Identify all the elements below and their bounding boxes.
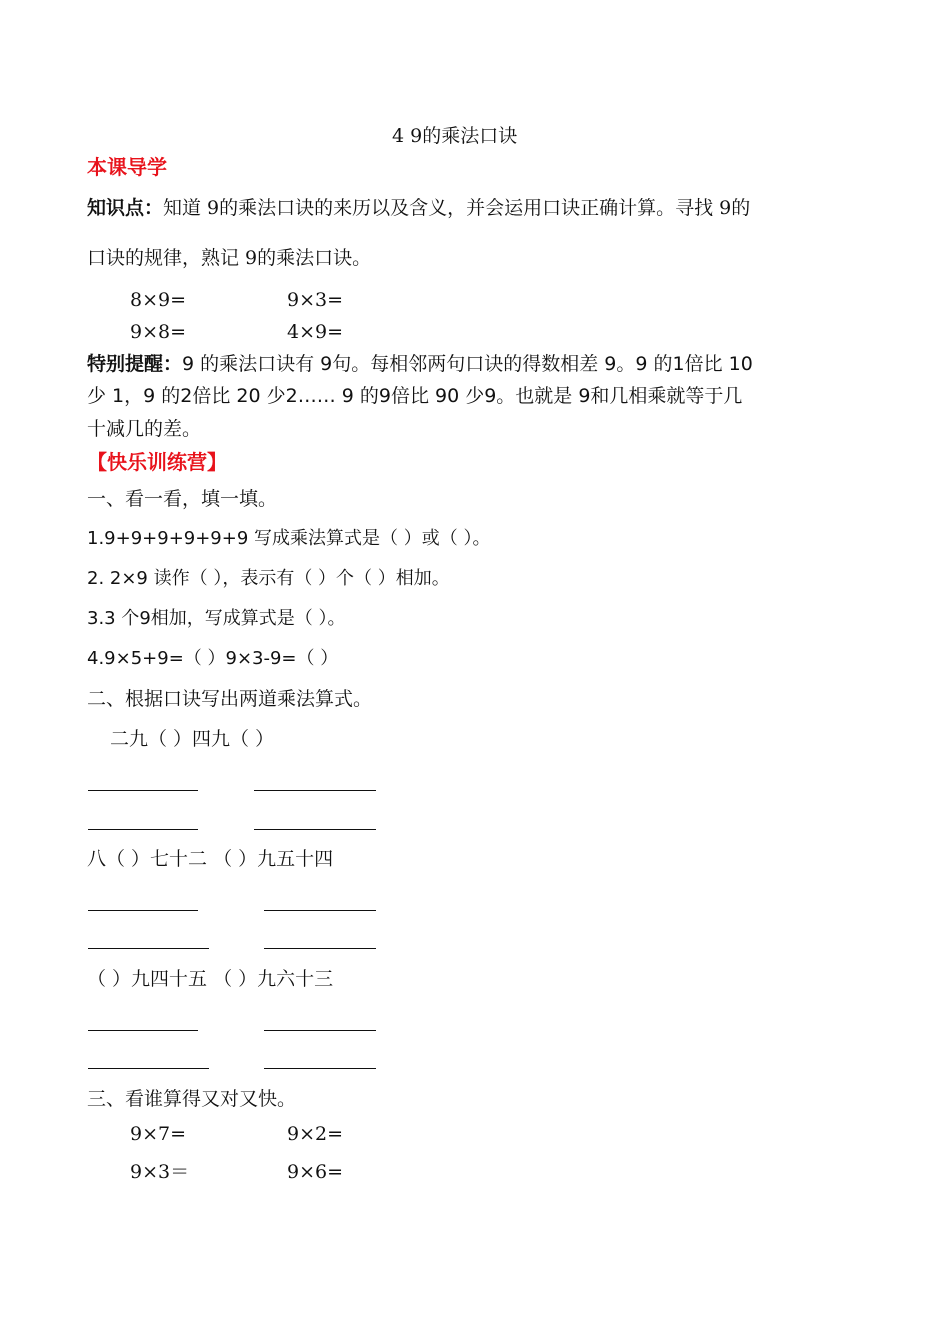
- part1-question-2: 2. 2×9 读作（ ），表示有（ ）个（ ）相加。: [87, 568, 450, 589]
- page-title: 4 9的乘法口诀: [392, 125, 518, 147]
- part2-row-1: 二九（ ）四九（ ）: [110, 728, 275, 750]
- part3-item-2: 9×2=: [287, 1123, 344, 1145]
- example-2: 9×3=: [287, 289, 344, 311]
- example-4: 4×9=: [287, 321, 344, 343]
- reminder-line-2: 少 1，9 的2倍比 20 少2…… 9 的9倍比 90 少9。也就是 9和几相乘就等于几: [87, 385, 743, 407]
- part3-item-1: 9×7=: [130, 1123, 187, 1145]
- section-guide-heading: 本课导学: [87, 155, 167, 179]
- section-training-heading: 【快乐训练营】: [87, 450, 227, 474]
- answer-line[interactable]: [264, 1068, 376, 1069]
- part1-question-4: 4.9×5+9=（ ）9×3-9=（ ）: [87, 648, 339, 669]
- reminder-line-3: 十减几的差。: [87, 418, 202, 440]
- part2-heading: 二、根据口诀写出两道乘法算式。: [87, 688, 373, 710]
- part2-row-2: 八（ ）七十二 （ ）九五十四: [87, 848, 334, 870]
- reminder-text-1: 9 的乘法口诀有 9句。每相邻两句口诀的得数相差 9。9 的1倍比 10: [182, 353, 753, 375]
- answer-line[interactable]: [88, 948, 209, 949]
- reminder-line-1: [87, 355, 753, 374]
- reminder-label: 特别提醒：: [87, 353, 183, 375]
- answer-line[interactable]: [88, 790, 198, 791]
- knowledge-label: 知识点：: [87, 197, 164, 219]
- knowledge-line-2: 口诀的规律，熟记 9的乘法口诀。: [87, 247, 372, 269]
- part3-item-4: 9×6=: [287, 1161, 344, 1183]
- answer-line[interactable]: [264, 948, 376, 949]
- answer-line[interactable]: [88, 1030, 198, 1031]
- example-3: 9×8=: [130, 321, 187, 343]
- answer-line[interactable]: [254, 829, 376, 830]
- part3-heading: 三、看谁算得又对又快。: [87, 1088, 297, 1110]
- part1-question-3: 3.3 个9相加，写成算式是（ ）。: [87, 608, 346, 629]
- answer-line[interactable]: [254, 790, 376, 791]
- answer-line[interactable]: [264, 1030, 376, 1031]
- answer-line[interactable]: [88, 829, 198, 830]
- knowledge-line-1: [87, 199, 750, 218]
- part1-heading: 一、看一看，填一填。: [87, 488, 278, 510]
- answer-line[interactable]: [88, 1068, 209, 1069]
- knowledge-text-1: 知道 9的乘法口诀的来历以及含义，并会运用口诀正确计算。寻找 9的: [163, 197, 751, 219]
- example-1: 8×9=: [130, 289, 187, 311]
- answer-line[interactable]: [88, 910, 198, 911]
- part3-item-3: 9×3＝: [130, 1161, 190, 1183]
- part1-question-1: 1.9+9+9+9+9+9 写成乘法算式是（ ）或（ ）。: [87, 528, 491, 549]
- answer-line[interactable]: [264, 910, 376, 911]
- part2-row-3: （ ）九四十五 （ ）九六十三: [87, 968, 334, 990]
